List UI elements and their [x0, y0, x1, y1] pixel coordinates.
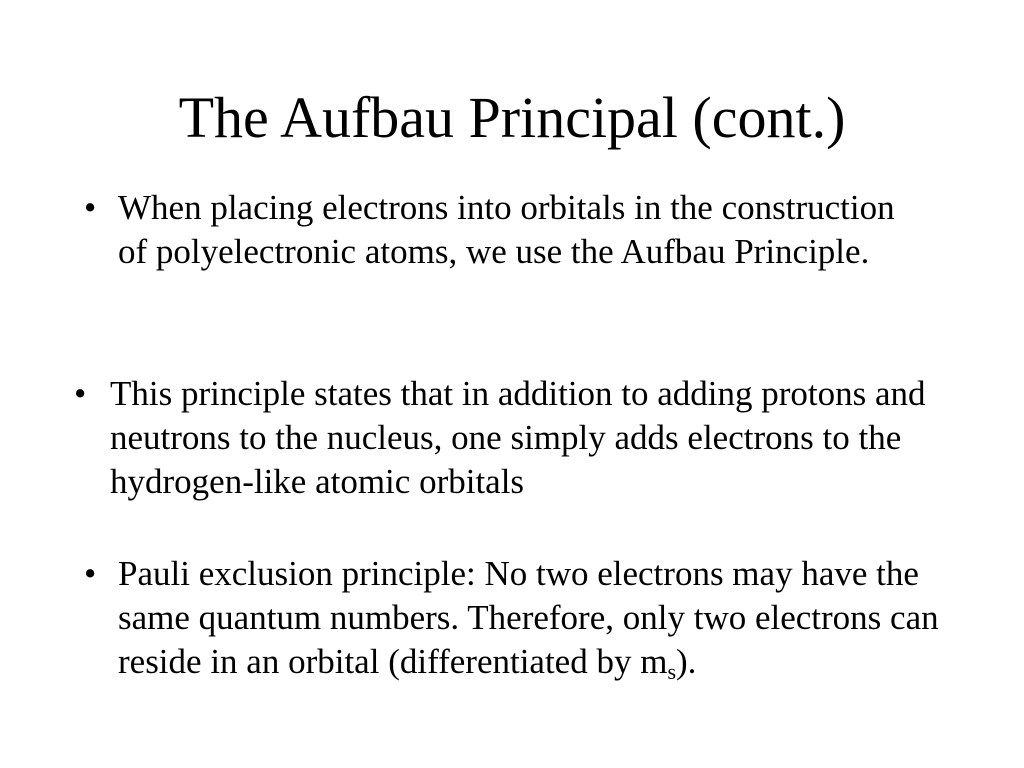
bullet-item: [84, 186, 924, 274]
bullet-text-main: Pauli exclusion principle: No two electrons may have the same quantum numbers. Therefore, only two electrons can reside in an orbital (differentiated by m: [118, 554, 939, 681]
bullet-icon: •: [74, 374, 87, 413]
slide-title: The Aufbau Principal (cont.): [178, 85, 846, 150]
bullet-text: When placing electrons into orbitals in the construction of polyelectronic atoms, we use the Aufbau Principle.: [118, 188, 895, 271]
bullet-text-end: ).: [676, 642, 697, 681]
bullet-item: [84, 552, 944, 684]
subscript-s: s: [667, 659, 677, 684]
bullet-text: [118, 552, 944, 684]
bullet-text: This principle states that in addition to adding protons and neutrons to the nucleus, one simply adds electrons to the hydrogen-like atomic orbitals: [110, 374, 926, 501]
bullet-item: [74, 372, 974, 504]
bullet-icon: •: [84, 188, 97, 227]
bullet-icon: •: [84, 554, 97, 593]
